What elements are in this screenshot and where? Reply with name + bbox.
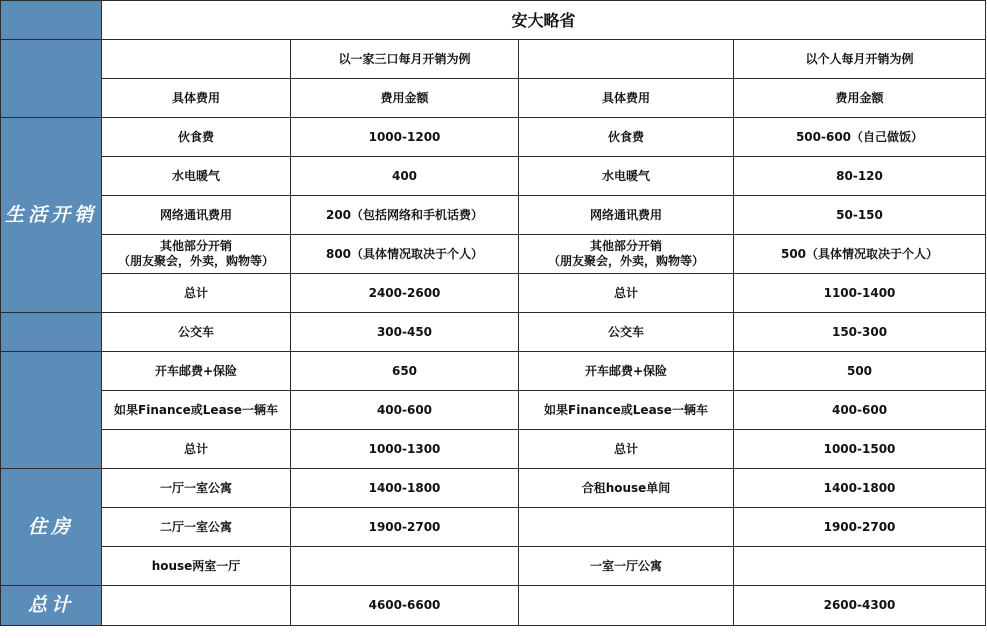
family-item: 二厅一室公寓 [102, 508, 291, 547]
individual-item: 如果Finance或Lease一辆车 [519, 391, 734, 430]
empty-cell [102, 40, 291, 79]
individual-item: 公交车 [519, 313, 734, 352]
table-row [1, 547, 986, 586]
individual-amount: 500 [734, 352, 986, 391]
individual-item: 网络通讯费用 [519, 196, 734, 235]
table-row [1, 508, 986, 547]
family-item: 开车邮费+保险 [102, 352, 291, 391]
family-item-note: （朋友聚会，外卖，购物等） [117, 254, 274, 268]
family-amount: 400-600 [291, 391, 519, 430]
family-item [102, 235, 291, 274]
family-amount: 2400-2600 [291, 274, 519, 313]
family-item: 如果Finance或Lease一辆车 [102, 391, 291, 430]
family-amount-header: 费用金额 [291, 79, 519, 118]
empty-cell [519, 586, 734, 626]
family-item: 总计 [102, 274, 291, 313]
page-title: 安大略省 [102, 1, 986, 40]
family-amount: 400 [291, 157, 519, 196]
individual-amount: 80-120 [734, 157, 986, 196]
family-amount: 800（具体情况取决于个人） [291, 235, 519, 274]
individual-amount: 1100-1400 [734, 274, 986, 313]
individual-item: 开车邮费+保险 [519, 352, 734, 391]
basis-row [1, 40, 986, 79]
table-row [1, 235, 986, 274]
family-basis-header: 以一家三口每月开销为例 [291, 40, 519, 79]
family-amount: 300-450 [291, 313, 519, 352]
table-row [1, 469, 986, 508]
family-item-header: 具体费用 [102, 79, 291, 118]
family-item: 水电暖气 [102, 157, 291, 196]
family-amount: 1900-2700 [291, 508, 519, 547]
individual-amount: 500（具体情况取决于个人） [734, 235, 986, 274]
individual-amount: 400-600 [734, 391, 986, 430]
family-amount: 650 [291, 352, 519, 391]
individual-item-header: 具体费用 [519, 79, 734, 118]
section-bus-side [1, 313, 102, 352]
individual-item-line: 其他部分开销 [589, 239, 662, 253]
family-amount [291, 547, 519, 586]
individual-item: 伙食费 [519, 118, 734, 157]
column-header-row [1, 79, 986, 118]
individual-item: 一室一厅公寓 [519, 547, 734, 586]
individual-item: 总计 [519, 274, 734, 313]
individual-amount: 150-300 [734, 313, 986, 352]
family-amount: 1400-1800 [291, 469, 519, 508]
grand-total-row [1, 586, 986, 626]
individual-amount-header: 费用金额 [734, 79, 986, 118]
individual-item-note: （朋友聚会，外卖，购物等） [547, 254, 704, 268]
section-living: 生活开销 [1, 118, 102, 313]
family-item: 伙食费 [102, 118, 291, 157]
family-grand-total: 4600-6600 [291, 586, 519, 626]
family-amount: 200（包括网络和手机话费） [291, 196, 519, 235]
family-item-line: 其他部分开销 [159, 239, 232, 253]
family-item: 总计 [102, 430, 291, 469]
section-total: 总计 [1, 586, 102, 626]
individual-amount: 1000-1500 [734, 430, 986, 469]
individual-item: 总计 [519, 430, 734, 469]
table-row [1, 352, 986, 391]
individual-amount: 1900-2700 [734, 508, 986, 547]
header-side-cell [1, 40, 102, 118]
family-item: 网络通讯费用 [102, 196, 291, 235]
empty-cell [519, 40, 734, 79]
family-item: 一厅一室公寓 [102, 469, 291, 508]
individual-basis-header: 以个人每月开销为例 [734, 40, 986, 79]
section-transport-side [1, 352, 102, 469]
section-housing: 住房 [1, 469, 102, 586]
table-row [1, 196, 986, 235]
individual-item [519, 235, 734, 274]
individual-amount: 500-600（自己做饭） [734, 118, 986, 157]
table-row [1, 430, 986, 469]
individual-item: 水电暖气 [519, 157, 734, 196]
table-row [1, 391, 986, 430]
family-amount: 1000-1300 [291, 430, 519, 469]
corner-cell [1, 1, 102, 40]
table-row [1, 313, 986, 352]
individual-grand-total: 2600-4300 [734, 586, 986, 626]
title-row [1, 1, 986, 40]
empty-cell [102, 586, 291, 626]
individual-amount [734, 547, 986, 586]
table-row [1, 157, 986, 196]
individual-item [519, 508, 734, 547]
family-item: 公交车 [102, 313, 291, 352]
individual-item: 合租house单间 [519, 469, 734, 508]
table-row [1, 274, 986, 313]
family-item: house两室一厅 [102, 547, 291, 586]
table-row [1, 118, 986, 157]
individual-amount: 50-150 [734, 196, 986, 235]
individual-amount: 1400-1800 [734, 469, 986, 508]
family-amount: 1000-1200 [291, 118, 519, 157]
